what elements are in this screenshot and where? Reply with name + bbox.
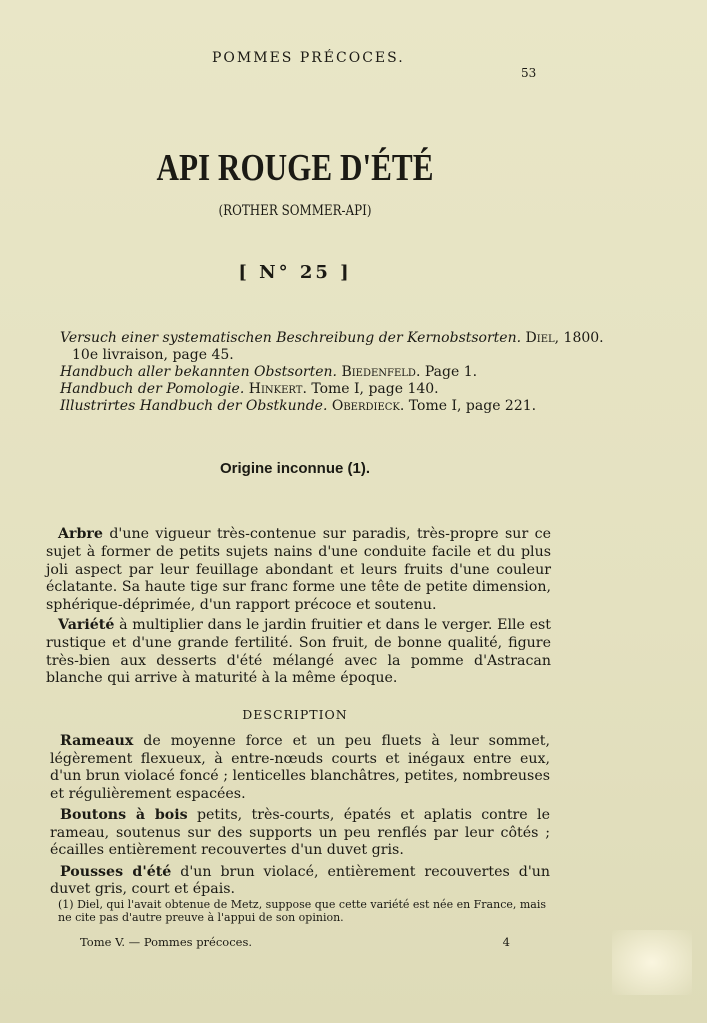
reference-author: Diel xyxy=(525,330,555,346)
reference-author: Oberdieck xyxy=(331,398,400,414)
paragraph-lead: Pousses d'été xyxy=(60,863,172,880)
paper-glare xyxy=(612,930,692,995)
description-paragraph xyxy=(50,864,550,899)
paragraph xyxy=(46,617,551,688)
signature-label: Tome V. — Pommes précoces. xyxy=(80,935,253,949)
reference-work: Handbuch aller bekannten Obstsorten. xyxy=(60,364,337,380)
footnote: (1) Diel, qui l'avait obtenue de Metz, suppose que cette variété est née en France, mais ne cite pas d'autre preuve à l'appui de son opinion. xyxy=(58,898,547,924)
body-text xyxy=(46,526,551,690)
description-paragraph xyxy=(50,733,550,803)
running-title: POMMES PRÉCOCES. xyxy=(212,50,405,66)
reference-work: Versuch einer systematischen Beschreibung der Kernobstsorten. xyxy=(60,330,522,346)
signature-mark: 4 xyxy=(502,935,510,949)
origin-heading: Origine inconnue (1). xyxy=(219,460,370,477)
paragraph-text: de moyenne force et un peu fluets à leur sommet, légèrement flexueux, à entre-nœuds courts et inégaux entre eux, d'un brun violacé foncé ; lenticelles blanchâtres, petites, nombreuses et régulièrement espacées. xyxy=(50,733,550,802)
paragraph-text: d'un brun violacé, entièrement recouvertes d'un duvet gris, court et épais. xyxy=(50,863,550,897)
reference-detail: 10e livraison, page 45. xyxy=(72,347,234,363)
paragraph-text: d'une vigueur très-contenue sur paradis, très-propre sur ce sujet à former de petits sujets nains d'une conduite facile et du plus joli aspect par leur feuillage abondant et leurs fruits d'une couleur éclatante. Sa haute tige sur franc forme une tête de petite dimension, sphérique-déprimée, d'un rapport précoce et soutenu. xyxy=(46,526,551,614)
entry-subtitle: (ROTHER SOMMER-API) xyxy=(218,203,372,219)
entry-title: API ROUGE D'ÉTÉ xyxy=(156,147,434,189)
reference-detail: . Page 1. xyxy=(415,364,478,380)
reference-detail: , 1800. xyxy=(554,330,604,346)
paragraph-lead: Arbre xyxy=(58,526,103,542)
signature-line xyxy=(80,935,510,949)
reference-item xyxy=(60,364,560,381)
paragraph-lead: Variété xyxy=(58,616,115,633)
reference-item xyxy=(60,330,604,347)
description-text xyxy=(50,733,550,903)
references-list xyxy=(60,330,604,415)
description-heading: DESCRIPTION xyxy=(242,707,348,722)
reference-item xyxy=(60,347,560,364)
paragraph-text: petits, très-courts, épatés et aplatis contre le rameau, soutenus sur des supports un peu renflés par leur côtés ; écailles entièrement recouvertes d'un duvet gris. xyxy=(50,807,550,858)
reference-author: Hinkert xyxy=(248,381,303,397)
reference-work: Handbuch der Pomologie. xyxy=(60,381,245,397)
reference-author: Biedenfeld xyxy=(341,364,416,380)
paragraph-lead: Rameaux xyxy=(60,733,134,749)
reference-item xyxy=(60,381,560,398)
description-paragraph xyxy=(50,807,550,860)
page-number: 53 xyxy=(521,66,537,80)
reference-detail: . Tome I, page 221. xyxy=(399,398,537,414)
reference-detail: . Tome I, page 140. xyxy=(302,381,439,397)
reference-item xyxy=(60,398,560,415)
entry-number: [ N° 25 ] xyxy=(238,262,352,283)
paragraph-text: à multiplier dans le jardin fruitier et dans le verger. Elle est rustique et d'une grande fertilité. Son fruit, de bonne qualité, figure très-bien aux desserts d'été mélangé avec la pomme d'Astracan blanche qui arrive à maturité à la même époque. xyxy=(46,616,551,687)
paragraph xyxy=(46,526,551,615)
reference-work: Illustrirtes Handbuch der Obstkunde. xyxy=(60,398,328,414)
paragraph-lead: Boutons à bois xyxy=(60,807,188,823)
